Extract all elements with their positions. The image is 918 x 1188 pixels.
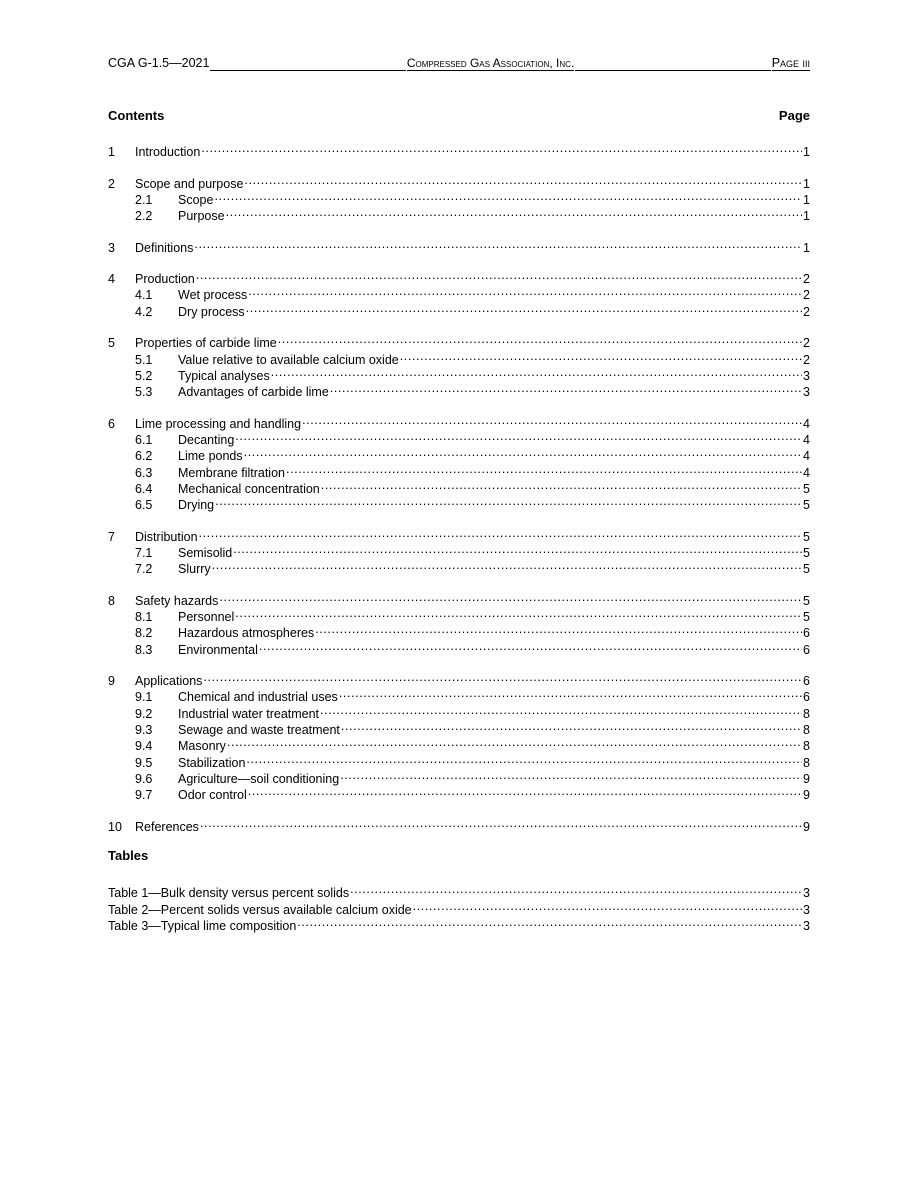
toc-entry[interactable] <box>108 718 810 737</box>
dot-leader <box>200 815 802 831</box>
toc-entry[interactable] <box>108 783 810 802</box>
toc-entry-number: 9.6 <box>135 772 153 786</box>
toc-entry[interactable] <box>108 204 810 223</box>
toc-entry-page: 1 <box>803 193 810 207</box>
toc-entry[interactable] <box>108 638 810 657</box>
toc-entry-page: 4 <box>803 449 810 463</box>
toc-entry-title: Purpose <box>178 209 225 223</box>
toc-entry-page: 8 <box>803 756 810 770</box>
toc-entry-page: 5 <box>803 610 810 624</box>
dot-leader <box>235 428 802 444</box>
toc-entry[interactable] <box>108 898 810 917</box>
toc-entry-title: Safety hazards <box>135 594 219 608</box>
document-id: CGA G-1.5—2021 <box>108 56 210 70</box>
dot-leader <box>226 204 802 220</box>
toc-entry[interactable] <box>108 348 810 367</box>
toc-entry-number: 6.1 <box>135 433 153 447</box>
dot-leader <box>199 525 803 541</box>
toc-entry-page: 5 <box>803 594 810 608</box>
toc-entry-title: Introduction <box>135 145 201 159</box>
toc-entry-number: 6.5 <box>135 498 153 512</box>
toc-entry[interactable] <box>108 621 810 640</box>
dot-leader <box>227 734 802 750</box>
dot-leader <box>219 589 802 605</box>
dot-leader <box>244 444 802 460</box>
toc-entry-title: Scope and purpose <box>135 177 244 191</box>
toc-entry[interactable] <box>108 815 810 834</box>
toc-entry-number: 7.2 <box>135 562 153 576</box>
toc-entry[interactable] <box>108 557 810 576</box>
toc-entry-number: 8 <box>108 594 115 608</box>
toc-entry-number: 8.2 <box>135 626 153 640</box>
toc-entry-title: Hazardous atmospheres <box>178 626 315 640</box>
dot-leader <box>235 605 802 621</box>
toc-entry-number: 2.1 <box>135 193 153 207</box>
toc-entry-title: Typical analyses <box>178 369 270 383</box>
toc-entry[interactable] <box>108 267 810 286</box>
organization-name: Compressed Gas Association, Inc. <box>406 56 575 70</box>
toc-entry-page: 1 <box>803 145 810 159</box>
dot-leader <box>214 188 802 204</box>
toc-entry-title: Definitions <box>135 241 194 255</box>
toc-entry-page: 9 <box>803 788 810 802</box>
toc-entry-number: 2.2 <box>135 209 153 223</box>
toc-entry-title: Lime processing and handling <box>135 417 302 431</box>
toc-entry-number: 5.1 <box>135 353 153 367</box>
toc-entry-number: 5 <box>108 336 115 350</box>
toc-entry-title: Lime ponds <box>178 449 243 463</box>
toc-entry-number: 9.3 <box>135 723 153 737</box>
toc-entry[interactable] <box>108 364 810 383</box>
header-rule <box>210 57 405 71</box>
toc-entry-page: 3 <box>803 385 810 399</box>
toc-entry[interactable] <box>108 461 810 480</box>
toc-entry-number: 9.2 <box>135 707 153 721</box>
dot-leader <box>315 621 802 637</box>
tables-heading: Tables <box>108 848 149 863</box>
toc-entry-title: Dry process <box>178 305 245 319</box>
toc-entry-page: 1 <box>803 209 810 223</box>
toc-entry-title: Sewage and waste treatment <box>178 723 340 737</box>
toc-entry[interactable] <box>108 685 810 704</box>
toc-entry-page: 4 <box>803 417 810 431</box>
toc-entry-number: 4.1 <box>135 288 153 302</box>
toc-entry-page: 8 <box>803 723 810 737</box>
toc-entry[interactable] <box>108 702 810 721</box>
toc-entry-title: Advantages of carbide lime <box>178 385 329 399</box>
toc-entry-page: 5 <box>803 482 810 496</box>
dot-leader <box>302 412 802 428</box>
toc-entry-page: 6 <box>803 674 810 688</box>
toc-entry-number: 6.4 <box>135 482 153 496</box>
dot-leader <box>196 267 802 283</box>
toc-entry-page: 3 <box>803 919 810 933</box>
toc-entry-title: Table 1—Bulk density versus percent solids <box>108 886 350 900</box>
toc-entry-page: 2 <box>803 336 810 350</box>
dot-leader <box>248 283 802 299</box>
toc-entry[interactable] <box>108 444 810 463</box>
toc-entry-number: 9.1 <box>135 690 153 704</box>
toc-entry[interactable] <box>108 525 810 544</box>
toc-entry-number: 7.1 <box>135 546 153 560</box>
toc-entry-number: 6.2 <box>135 449 153 463</box>
toc-entry-title: Membrane filtration <box>178 466 285 480</box>
toc-entry-title: Agriculture—soil conditioning <box>178 772 340 786</box>
page-number: Page iii <box>771 56 811 70</box>
toc-entry-page: 8 <box>803 707 810 721</box>
toc-entry-number: 1 <box>108 145 115 159</box>
dot-leader <box>339 685 802 701</box>
toc-entry[interactable] <box>108 380 810 399</box>
toc-entry-title: Stabilization <box>178 756 246 770</box>
page-header <box>108 55 810 71</box>
toc-entry[interactable] <box>108 236 810 255</box>
toc-entry[interactable] <box>108 669 810 688</box>
toc-entry-title: Chemical and industrial uses <box>178 690 338 704</box>
page-column-label: Page <box>778 108 810 123</box>
toc-entry[interactable] <box>108 140 810 159</box>
dot-leader <box>297 914 802 930</box>
toc-entry[interactable] <box>108 751 810 770</box>
dot-leader <box>320 702 802 718</box>
toc-entry-title: Mechanical concentration <box>178 482 320 496</box>
toc-entry-title: Production <box>135 272 195 286</box>
toc-entry-title: Personnel <box>178 610 235 624</box>
dot-leader <box>244 172 802 188</box>
dot-leader <box>246 751 802 767</box>
toc-entry-title: Value relative to available calcium oxide <box>178 353 399 367</box>
toc-entry[interactable] <box>108 283 810 302</box>
dot-leader <box>215 493 802 509</box>
toc-entry[interactable] <box>108 188 810 207</box>
toc-entry-page: 9 <box>803 820 810 834</box>
toc-entry-number: 2 <box>108 177 115 191</box>
toc-entry-title: Industrial water treatment <box>178 707 320 721</box>
dot-leader <box>340 767 802 783</box>
toc-entry[interactable] <box>108 734 810 753</box>
dot-leader <box>259 638 802 654</box>
dot-leader <box>246 300 802 316</box>
dot-leader <box>194 236 802 252</box>
toc-entry[interactable] <box>108 605 810 624</box>
toc-entry-page: 4 <box>803 466 810 480</box>
toc-entry-title: Applications <box>135 674 203 688</box>
toc-entry-number: 9.5 <box>135 756 153 770</box>
dot-leader <box>350 881 802 897</box>
toc-entry-title: Table 3—Typical lime composition <box>108 919 297 933</box>
toc-entry[interactable] <box>108 589 810 608</box>
toc-entry[interactable] <box>108 881 810 900</box>
toc-entry-title: Drying <box>178 498 215 512</box>
toc-entry-title: Masonry <box>178 739 226 753</box>
toc-entry-number: 10 <box>108 820 122 834</box>
toc-entry-number: 9.7 <box>135 788 153 802</box>
toc-entry-title: References <box>135 820 199 834</box>
toc-entry[interactable] <box>108 541 810 560</box>
dot-leader <box>286 461 802 477</box>
toc-entry-number: 8.3 <box>135 643 153 657</box>
toc-entry[interactable] <box>108 477 810 496</box>
toc-entry-page: 5 <box>803 562 810 576</box>
toc-entry-title: Table 2—Percent solids versus available calcium oxide <box>108 902 412 917</box>
dot-leader <box>233 541 802 557</box>
dot-leader <box>400 348 802 364</box>
dot-leader <box>212 557 802 573</box>
toc-entry-page: 1 <box>803 241 810 255</box>
toc-entry-page: 2 <box>803 305 810 319</box>
dot-leader <box>413 898 802 914</box>
contents-heading <box>108 108 810 124</box>
toc-entry-number: 3 <box>108 241 115 255</box>
toc-entry-title: Semisolid <box>178 546 233 560</box>
dot-leader <box>321 477 802 493</box>
toc-entry[interactable] <box>108 412 810 431</box>
toc-entry-page: 6 <box>803 643 810 657</box>
dot-leader <box>278 331 802 347</box>
toc-entry-page: 9 <box>803 772 810 786</box>
toc-entry-title: Distribution <box>135 530 198 544</box>
dot-leader <box>341 718 802 734</box>
toc-entry-page: 3 <box>803 369 810 383</box>
dot-leader <box>201 140 802 156</box>
toc-entry-title: Slurry <box>178 562 211 576</box>
toc-entry[interactable] <box>108 428 810 447</box>
toc-entry[interactable] <box>108 300 810 319</box>
toc-entry[interactable] <box>108 914 810 933</box>
toc-entry-title: Properties of carbide lime <box>135 336 277 350</box>
toc-entry-page: 6 <box>803 690 810 704</box>
toc-entry-page: 2 <box>803 288 810 302</box>
dot-leader <box>203 669 802 685</box>
toc-entry-title: Wet process <box>178 288 248 302</box>
toc-entry-page: 2 <box>803 272 810 286</box>
toc-entry-number: 4.2 <box>135 305 153 319</box>
toc-entry-page: 4 <box>803 433 810 447</box>
toc-entry-number: 6 <box>108 417 115 431</box>
toc-entry-number: 8.1 <box>135 610 153 624</box>
toc-entry-page: 6 <box>803 626 810 640</box>
toc-entry-page: 2 <box>803 353 810 367</box>
toc-entry[interactable] <box>108 767 810 786</box>
contents-title: Contents <box>108 108 165 123</box>
toc-entry-title: Scope <box>178 193 214 207</box>
toc-entry-number: 9 <box>108 674 115 688</box>
header-rule <box>575 57 770 71</box>
toc-entry-title: Environmental <box>178 643 258 657</box>
toc-entry-number: 5.3 <box>135 385 153 399</box>
toc-entry-page: 3 <box>803 886 810 900</box>
toc-entry-page: 5 <box>803 546 810 560</box>
toc-entry-number: 5.2 <box>135 369 153 383</box>
toc-entry-page: 5 <box>803 498 810 512</box>
dot-leader <box>271 364 802 380</box>
toc-entry-title: Odor control <box>178 788 247 802</box>
toc-entry-number: 7 <box>108 530 115 544</box>
dot-leader <box>248 783 802 799</box>
toc-entry-page: 3 <box>803 902 810 917</box>
toc-entry[interactable] <box>108 331 810 350</box>
toc-entry-number: 9.4 <box>135 739 153 753</box>
toc-entry-page: 1 <box>803 177 810 191</box>
toc-entry[interactable] <box>108 172 810 191</box>
toc-entry-page: 8 <box>803 739 810 753</box>
dot-leader <box>330 380 802 396</box>
toc-entry-number: 4 <box>108 272 115 286</box>
toc-entry-title: Decanting <box>178 433 235 447</box>
toc-entry-page: 5 <box>803 530 810 544</box>
toc-entry[interactable] <box>108 493 810 512</box>
toc-entry-number: 6.3 <box>135 466 153 480</box>
